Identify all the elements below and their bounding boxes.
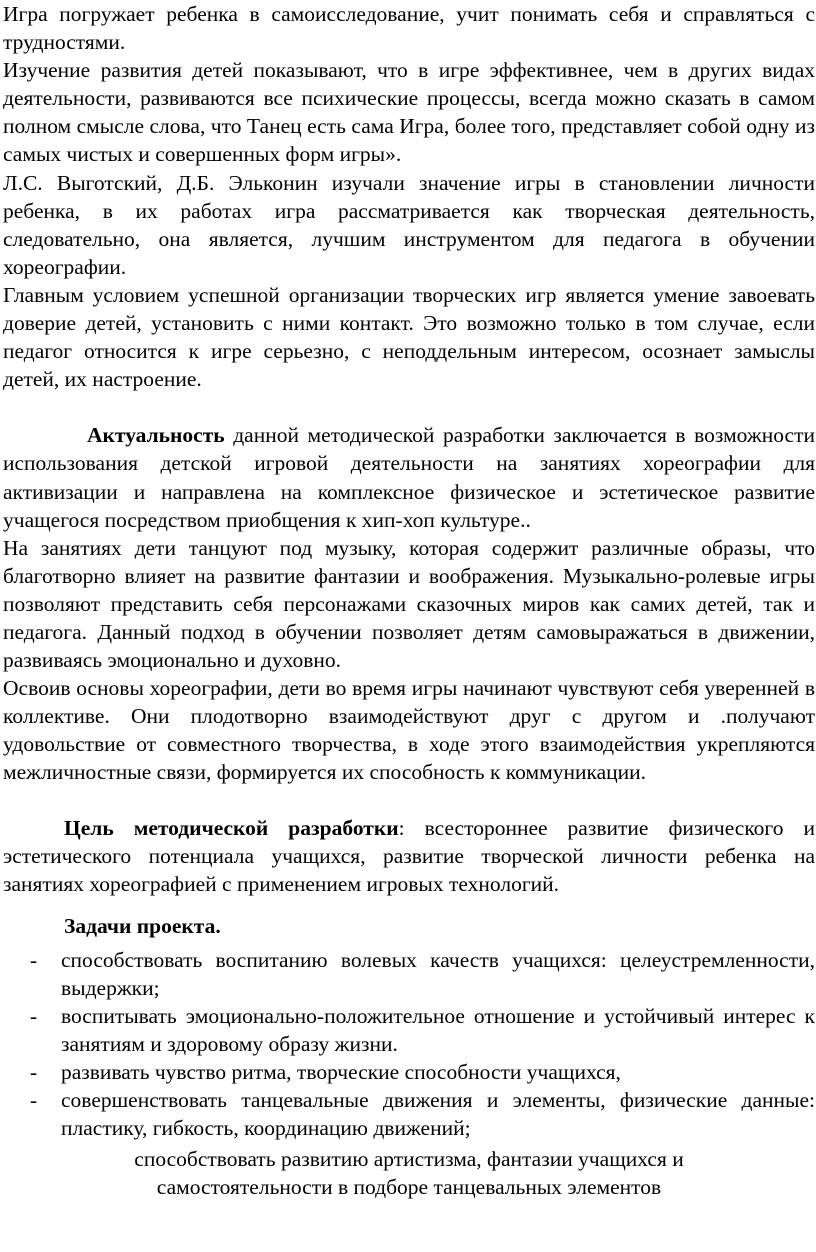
list-item-text: способствовать воспитанию волевых качеств учащихся: целеустремленности, выдержки;	[61, 947, 815, 1000]
tasks-heading: Задачи проекта.	[64, 913, 221, 938]
relevance-heading: Актуальность	[87, 423, 225, 448]
paragraph-4: Главным условием успешной организации творческих игр является умение завоевать доверие детей, установить с ними контакт. Это возможно только в том случае, если педагог относится к игре серьезно, с неподдельным интересом, осознает замыслы детей, их настроение.	[3, 282, 815, 392]
tasks-list	[3, 946, 815, 1143]
dash-marker: -	[30, 1060, 38, 1085]
spacer	[3, 898, 815, 912]
paragraph-7: Освоив основы хореографии, дети во время игры начинают чувствуют себя уверенней в коллективе. Они плодотворно взаимодействуют друг с другом и .получают удовольствие от совместного творчества, в ходе этого взаимодействия укрепляются межличностные связи, формируется их способность к коммуникации.	[3, 676, 815, 785]
list-item	[3, 1086, 815, 1142]
list-item	[3, 1058, 815, 1086]
list-item	[3, 1002, 815, 1058]
dash-marker: -	[30, 1004, 38, 1029]
spacer	[3, 787, 815, 814]
goal-heading: Цель методической разработки	[64, 815, 399, 840]
final-line-1: способствовать развитию артистизма, фантазии учащихся и	[134, 1146, 684, 1171]
paragraph-1: Игра погружает ребенка в самоисследование, учит понимать себя и справляться с трудностями.	[3, 2, 815, 55]
paragraph-2: Изучение развития детей показывают, что в игре эффективнее, чем в других видах деятельности, развиваются все психические процессы, всегда можно сказать в самом полном смысле слова, что Танец есть сама Игра, более того, представляет собой одну из самых чистых и совершенных форм игры».	[3, 58, 815, 167]
list-item-text: развивать чувство ритма, творческие способности учащихся,	[61, 1060, 621, 1085]
paragraph-goal	[3, 814, 815, 898]
dash-marker: -	[30, 1088, 38, 1113]
paragraph-6: На занятиях дети танцуют под музыку, которая содержит различные образы, что благотворно влияет на развитие фантазии и воображения. Музыкально-ролевые игры позволяют представить себя персонажами сказочных миров как самих детей, так и педагога. Данный подход в обучении позволяет детям самовыражаться в движении, развиваясь эмоционально и духовно.	[3, 535, 815, 673]
list-item	[3, 946, 815, 1002]
spacer	[3, 393, 815, 421]
final-line-2: самостоятельности в подборе танцевальных элементов	[156, 1174, 662, 1199]
goal-text: : всестороннее развитие физического и эстетического потенциала учащихся, развитие творческой личности ребенка на занятиях хореографией с применением игровых технологий.	[3, 815, 815, 896]
paragraph-relevance	[3, 421, 815, 533]
list-item-text: совершенствовать танцевальные движения и элементы, физические данные: пластику, гибкость, координацию движений;	[61, 1088, 815, 1141]
dash-marker: -	[30, 947, 38, 972]
relevance-text: данной методической разработки заключается в возможности использования детской игровой деятельности на занятиях хореографии для активизации и направлена на комплексное физическое и эстетическое развитие учащегося посредством приобщения к хип-хоп культуре..	[3, 423, 815, 532]
document-page	[3, 0, 815, 1201]
list-item-text: воспитывать эмоционально-положительное отношение и устойчивый интерес к занятиям и здоровому образу жизни.	[61, 1004, 815, 1057]
paragraph-3: Л.С. Выготский, Д.Б. Эльконин изучали значение игры в становлении личности ребенка, в их работах игра рассматривается как творческая деятельность, следовательно, она является, лучшим инструментом для педагога в обучении хореографии.	[3, 170, 815, 279]
